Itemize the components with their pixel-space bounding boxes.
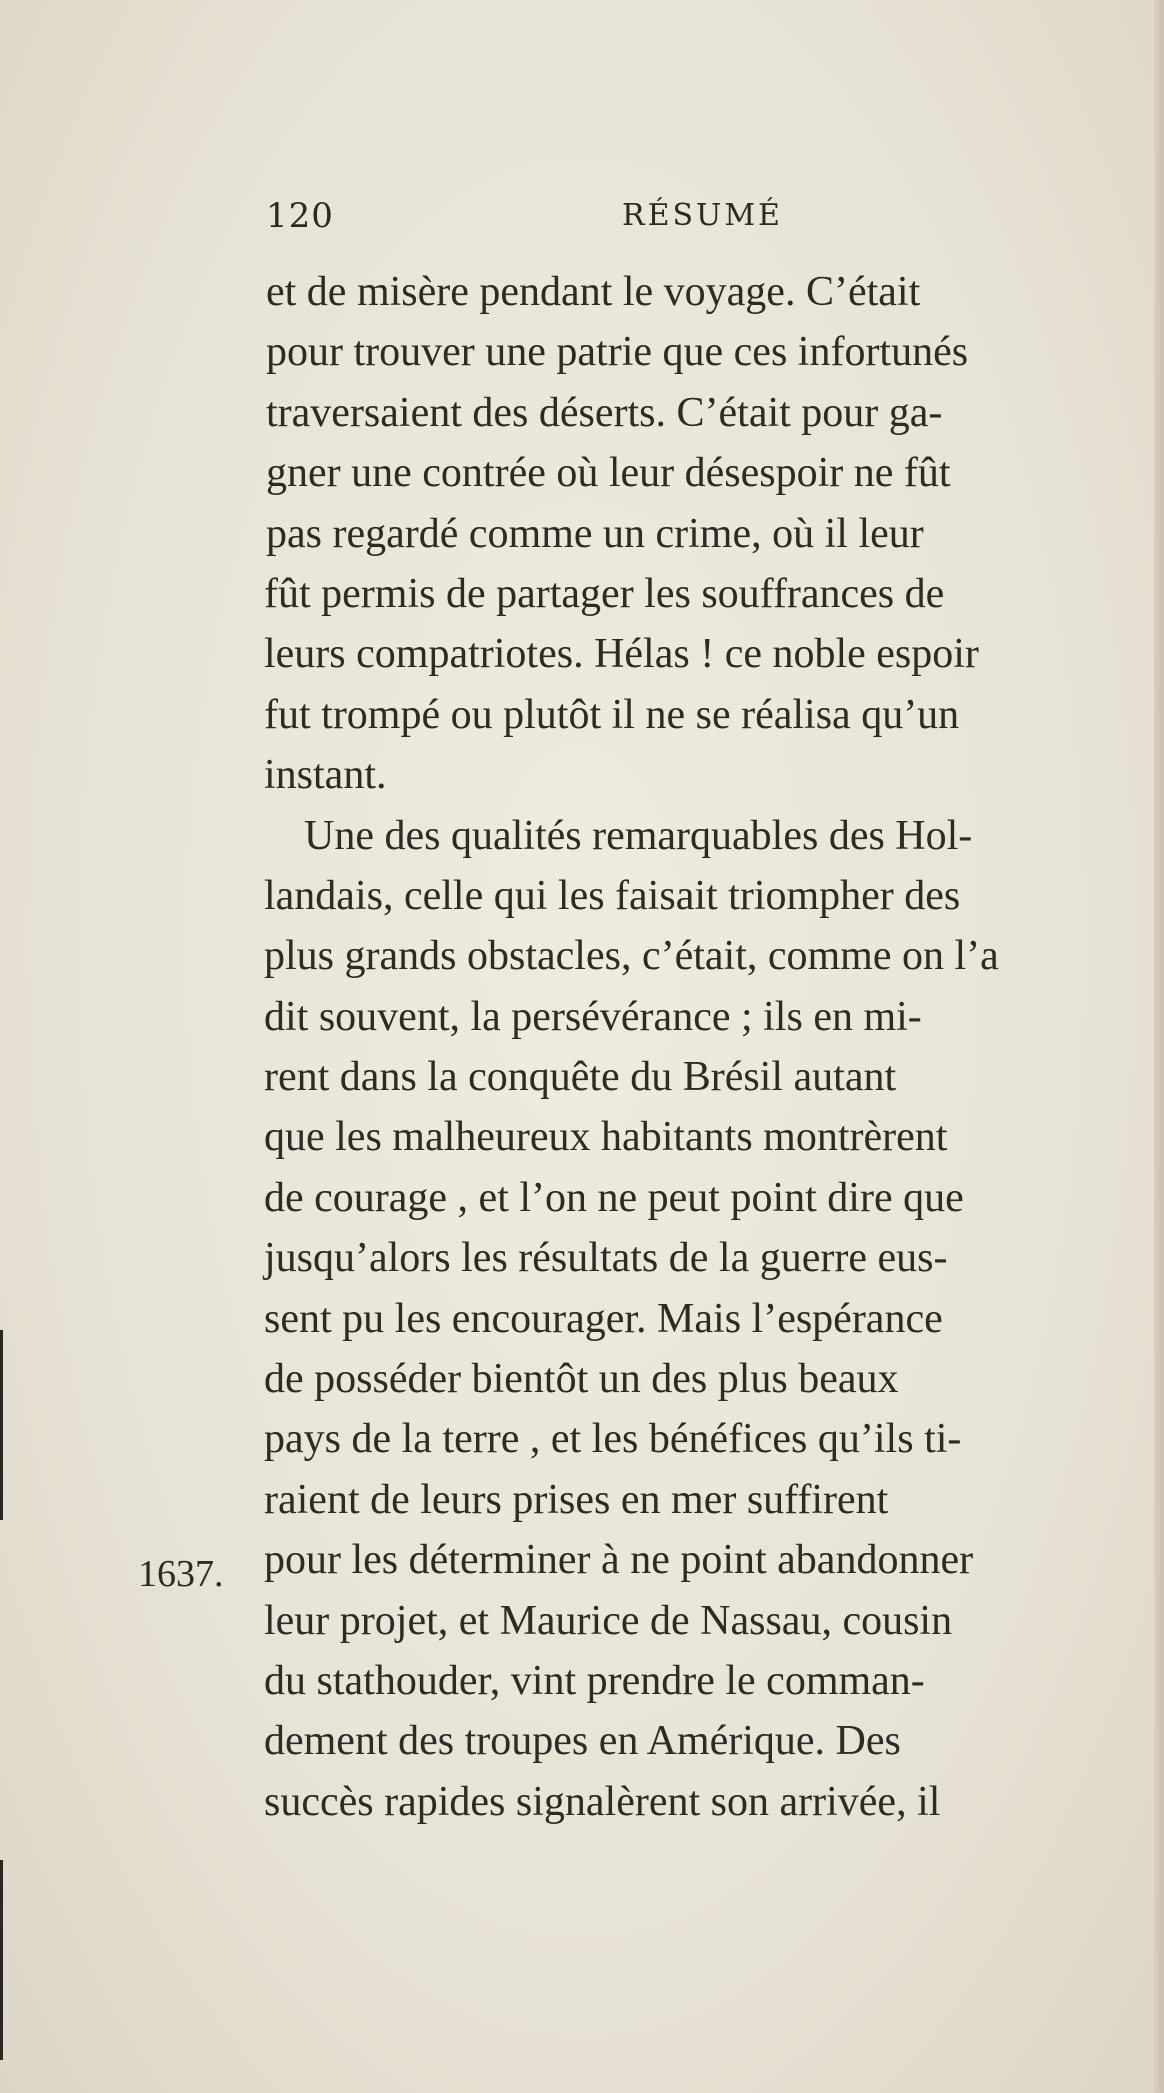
text-line: gner une contrée où leur désespoir ne fût [266, 450, 951, 497]
text-line: fut trompé ou plutôt il ne se réalisa qu’un [264, 691, 960, 738]
text-line: raient de leurs prises en mer suffirent [264, 1476, 889, 1523]
text-line: dement des troupes en Amérique. Des [264, 1718, 901, 1765]
text-line: dit souvent, la persévérance ; ils en mi- [264, 993, 922, 1040]
running-head: RÉSUMÉ [622, 198, 783, 233]
text-line: traversaient des déserts. C’était pour ga- [266, 389, 943, 436]
text-line: jusqu’alors les résultats de la guerre eus- [264, 1235, 948, 1282]
margin-date: 1637. [138, 1553, 224, 1595]
text-line: rent dans la conquête du Brésil autant [264, 1054, 897, 1101]
text-line: du stathouder, vint prendre le comman- [264, 1657, 925, 1704]
text-line: succès rapides signalèrent son arrivée, il [264, 1778, 941, 1825]
text-line: pays de la terre , et les bénéfices qu’ils ti- [264, 1416, 962, 1463]
text-line: pour trouver une patrie que ces infortunés [266, 329, 969, 376]
text-line: landais, celle qui les faisait triompher des [264, 872, 961, 919]
text-line: leurs compatriotes. Hélas ! ce noble espoir [264, 631, 979, 678]
text-line: pour les déterminer à ne point abandonner [264, 1537, 974, 1584]
page-number: 120 [266, 196, 334, 236]
text-line: de courage , et l’on ne peut point dire que [264, 1174, 964, 1221]
text-line: de posséder bientôt un des plus beaux [264, 1356, 899, 1403]
text-line: leur projet, et Maurice de Nassau, cousin [264, 1597, 953, 1644]
text-line: que les malheureux habitants montrèrent [264, 1114, 948, 1161]
binding-mark [0, 1860, 3, 2060]
text-line: pas regardé comme un crime, où il leur [266, 510, 924, 557]
page-header [266, 196, 906, 246]
text-line: instant. [264, 752, 387, 799]
text-line: et de misère pendant le voyage. C’était [266, 269, 921, 315]
paragraph-start: Une des qualités remarquables des Hol- [304, 812, 973, 859]
text-line: fût permis de partager les souffrances de [264, 570, 945, 617]
text-line: sent pu les encourager. Mais l’espérance [264, 1295, 943, 1342]
body-text [262, 262, 1158, 1832]
binding-mark [0, 1330, 3, 1520]
text-line: plus grands obstacles, c’était, comme on l’a [264, 933, 999, 980]
